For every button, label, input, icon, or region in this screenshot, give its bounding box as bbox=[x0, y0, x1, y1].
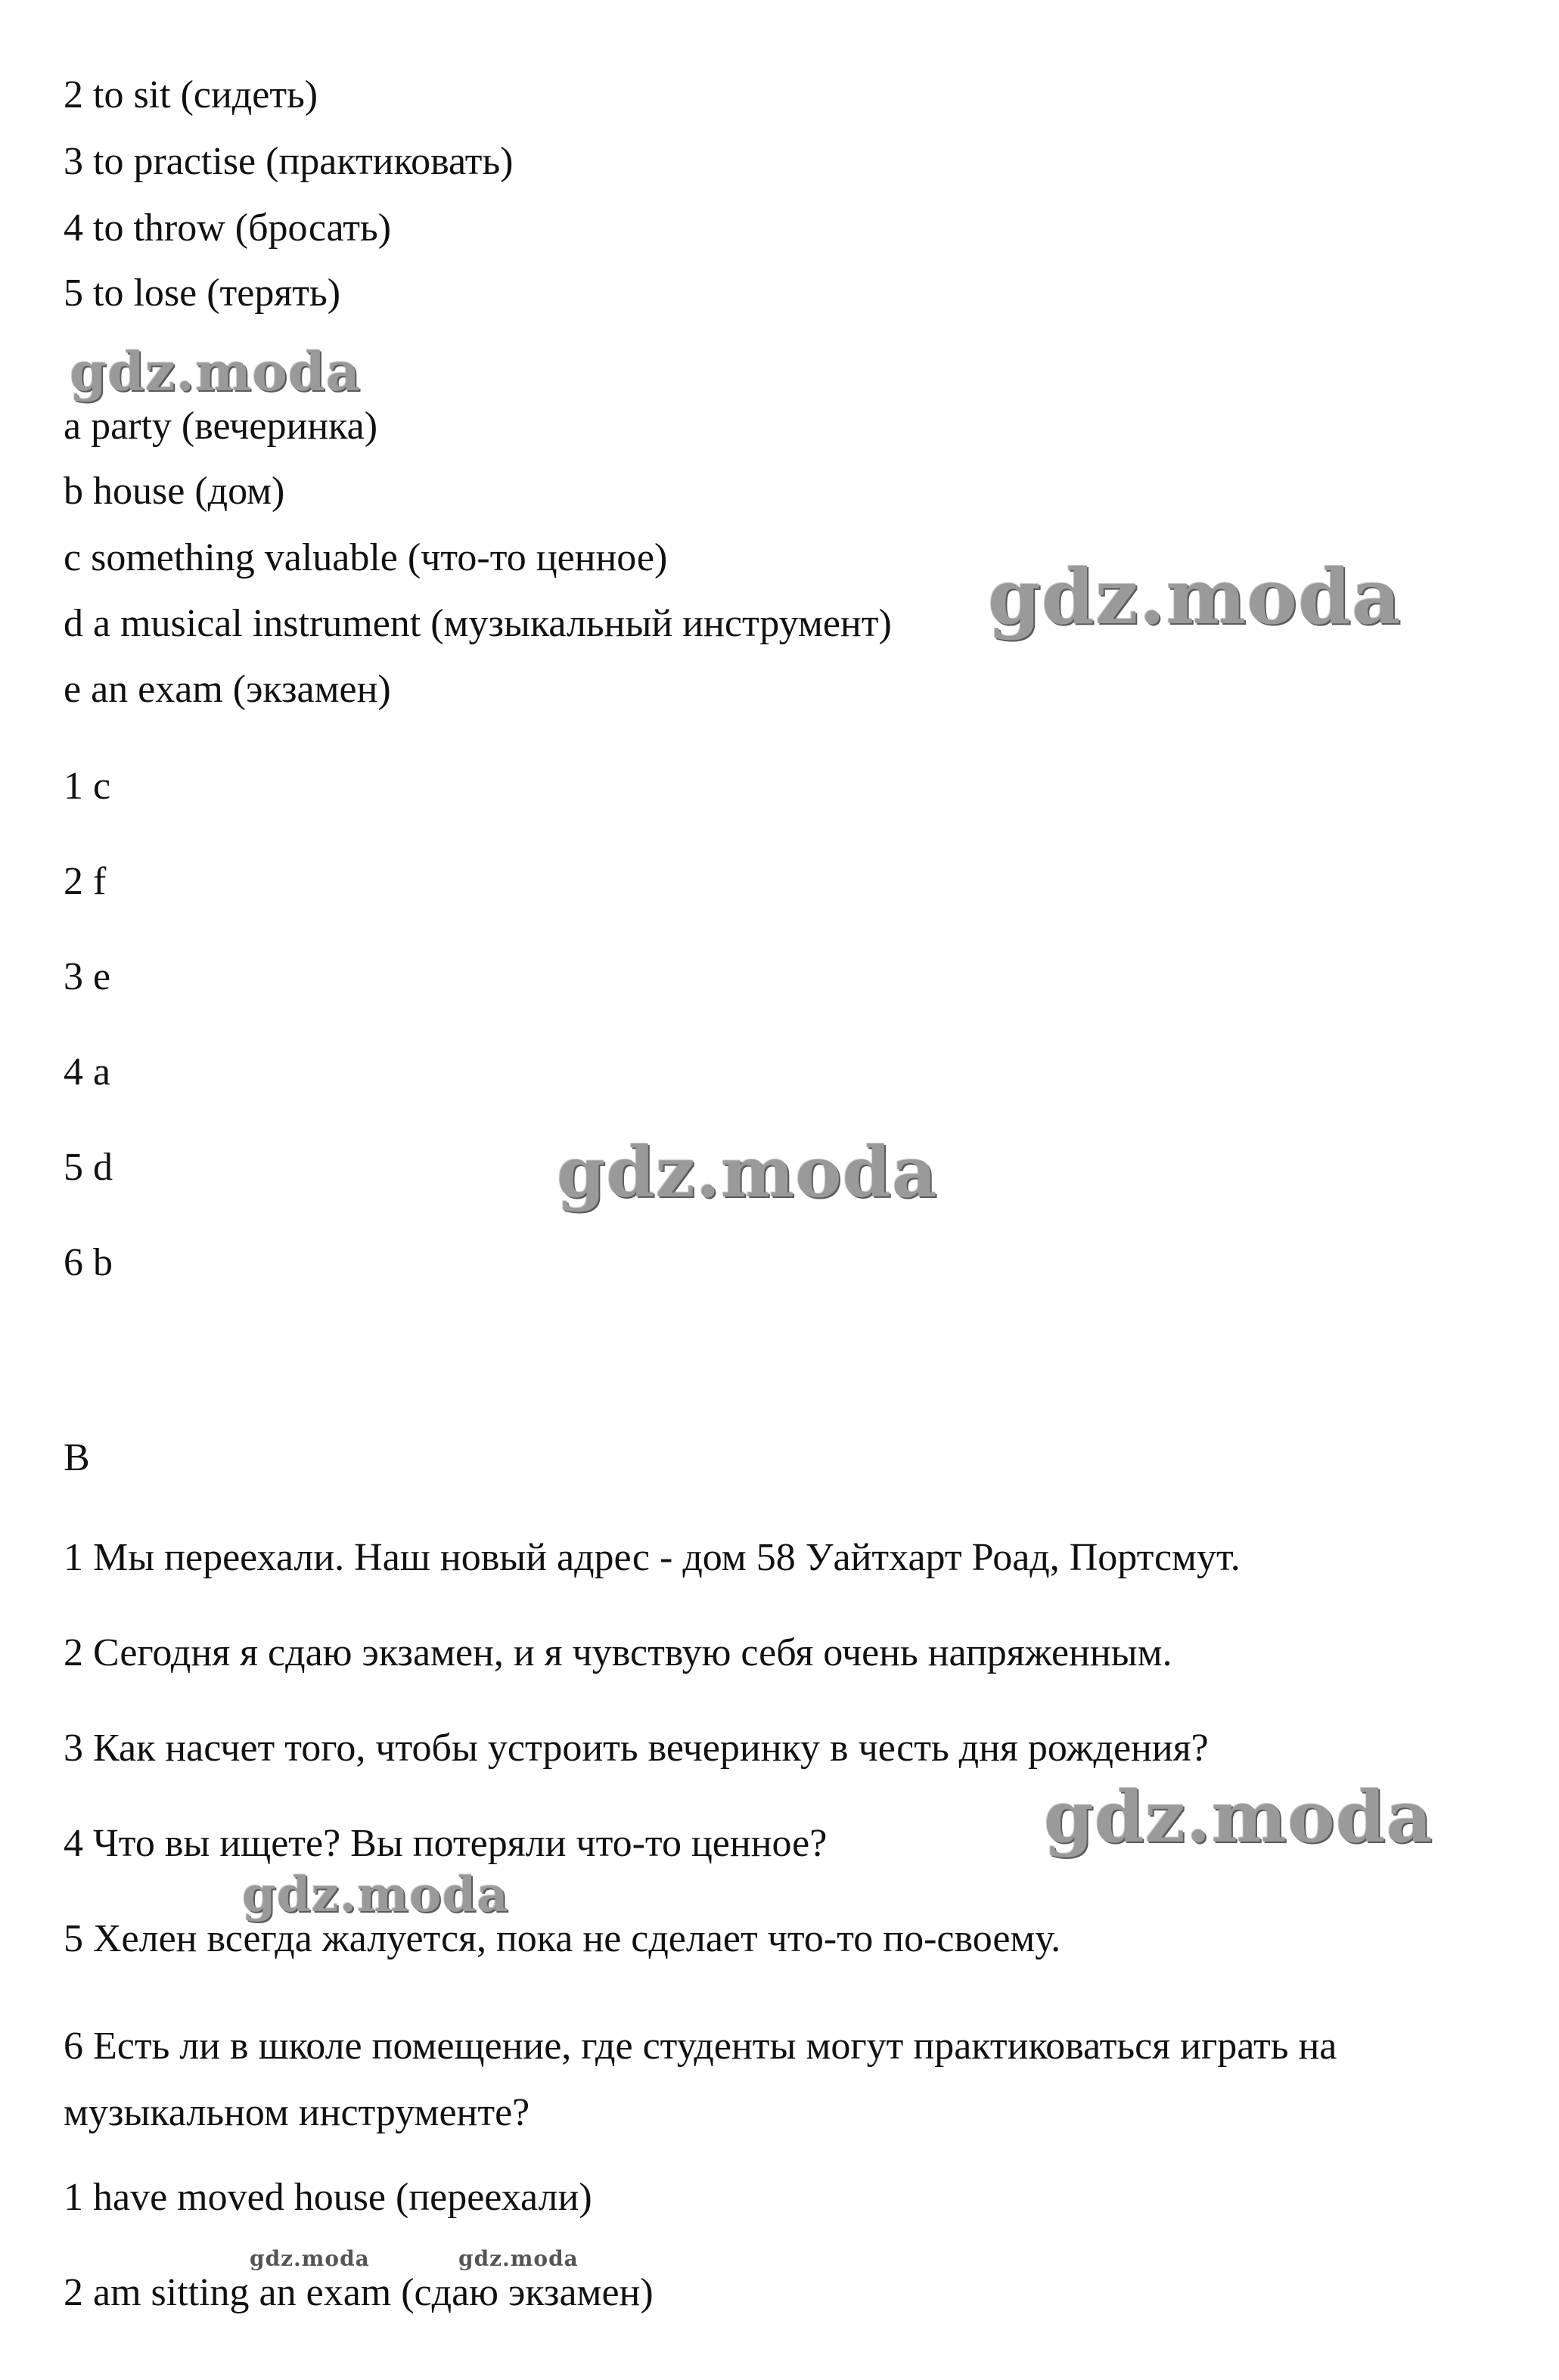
section-heading: B bbox=[64, 1436, 90, 1479]
translation-sentence: 5 Хелен всегда жалуется, пока не сделает что-то по-своему. bbox=[64, 1917, 1061, 1960]
verb-item: 5 to lose (терять) bbox=[64, 272, 341, 315]
watermark: gdz.moda bbox=[70, 340, 362, 403]
match-answer: 6 b bbox=[64, 1241, 113, 1284]
answer-item: 2 am sitting an exam (сдаю экзамен) bbox=[64, 2271, 654, 2314]
match-answer: 5 d bbox=[64, 1146, 113, 1189]
translation-sentence: 4 Что вы ищете? Вы потеряли что-то ценное? bbox=[64, 1822, 828, 1865]
verb-item: 4 to throw (бросать) bbox=[64, 206, 392, 250]
watermark: gdz.moda bbox=[1044, 1776, 1433, 1859]
translation-sentence: 3 Как насчет того, чтобы устроить вечеринку в честь дня рождения? bbox=[64, 1727, 1209, 1770]
noun-item: e an exam (экзамен) bbox=[64, 668, 391, 711]
watermark: gdz.moda bbox=[242, 1866, 509, 1923]
verb-item: 2 to sit (сидеть) bbox=[64, 73, 318, 116]
watermark: gdz.moda bbox=[250, 2246, 370, 2271]
match-answer: 3 e bbox=[64, 955, 111, 998]
noun-item: c something valuable (что-то ценное) bbox=[64, 536, 668, 579]
noun-item: b house (дом) bbox=[64, 470, 285, 513]
noun-item: d a musical instrument (музыкальный инструмент) bbox=[64, 602, 892, 645]
translation-sentence: 1 Мы переехали. Наш новый адрес - дом 58 Уайтхарт Роад, Портсмут. bbox=[64, 1536, 1241, 1579]
verb-item: 3 to practise (практиковать) bbox=[64, 140, 514, 183]
noun-item: a party (вечеринка) bbox=[64, 405, 378, 448]
match-answer: 4 a bbox=[64, 1050, 111, 1094]
watermark: gdz.moda bbox=[557, 1131, 938, 1213]
translation-sentence: 2 Сегодня я сдаю экзамен, и я чувствую себя очень напряженным. bbox=[64, 1631, 1172, 1674]
watermark: gdz.moda bbox=[988, 552, 1402, 641]
answer-item: 1 have moved house (переехали) bbox=[64, 2176, 592, 2219]
translation-sentence: 6 Есть ли в школе помещение, где студенты могут практиковаться играть на музыкальном инструменте? bbox=[64, 2025, 1337, 2134]
watermark: gdz.moda bbox=[458, 2246, 579, 2271]
match-answer: 2 f bbox=[64, 860, 107, 903]
match-answer: 1 c bbox=[64, 765, 111, 808]
